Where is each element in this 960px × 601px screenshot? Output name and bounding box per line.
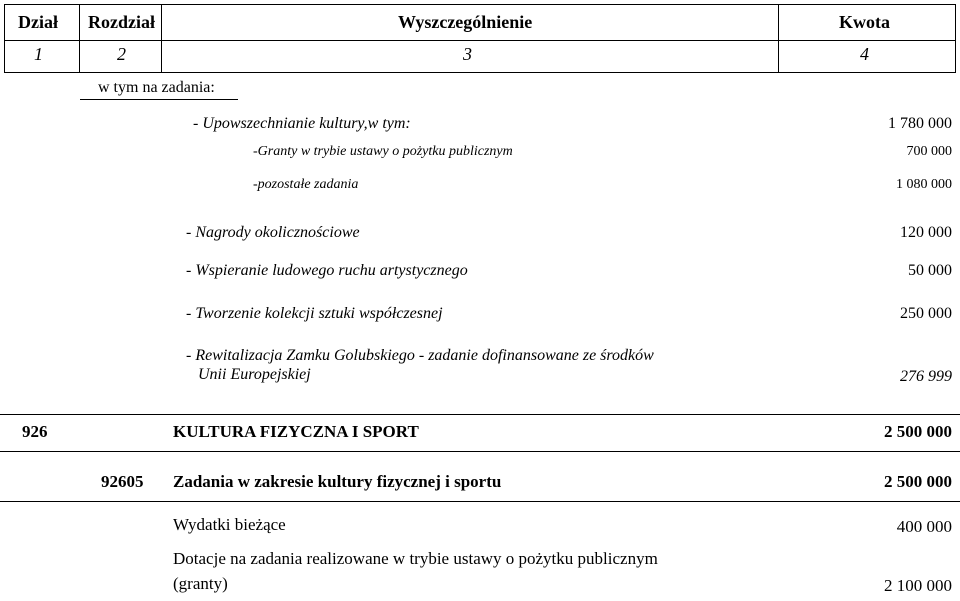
header-divider bbox=[4, 40, 956, 41]
intro-text: w tym na zadania: bbox=[98, 79, 215, 96]
task-label: - Nagrody okolicznościowe bbox=[186, 224, 360, 241]
column-border-kwota bbox=[778, 4, 779, 72]
section-bottom-border bbox=[0, 451, 960, 452]
header-rozdzial: Rozdział bbox=[88, 12, 155, 32]
subsection-rozdzial: 92605 bbox=[101, 472, 144, 491]
task-amount: 120 000 bbox=[900, 224, 952, 241]
task-amount: 1 080 000 bbox=[896, 177, 952, 192]
section-top-border bbox=[0, 414, 960, 415]
header-kwota: Kwota bbox=[839, 12, 890, 32]
task-amount: 276 999 bbox=[900, 368, 952, 385]
task-amount: 250 000 bbox=[900, 305, 952, 322]
intro-underline bbox=[80, 99, 238, 100]
task-label: -Granty w trybie ustawy o pożytku publicznym bbox=[253, 144, 513, 159]
section-dzial: 926 bbox=[22, 422, 48, 441]
column-border-dzial bbox=[79, 4, 80, 72]
subsection-title: Zadania w zakresie kultury fizycznej i sportu bbox=[173, 472, 502, 491]
column-border-left bbox=[4, 4, 5, 72]
column-number-3: 3 bbox=[463, 44, 472, 64]
detail-label: Dotacje na zadania realizowane w trybie ustawy o pożytku publicznym bbox=[173, 549, 658, 568]
task-label: - Rewitalizacja Zamku Golubskiego - zadanie dofinansowane ze środków bbox=[186, 347, 654, 364]
detail-label: Wydatki bieżące bbox=[173, 515, 286, 534]
task-label: -pozostałe zadania bbox=[253, 177, 359, 192]
task-label: - Wspieranie ludowego ruchu artystycznego bbox=[186, 262, 468, 279]
task-amount: 50 000 bbox=[908, 262, 952, 279]
section-title: KULTURA FIZYCZNA I SPORT bbox=[173, 422, 419, 441]
task-amount: 700 000 bbox=[906, 144, 952, 159]
column-number-divider bbox=[4, 72, 956, 73]
task-amount: 1 780 000 bbox=[888, 115, 952, 132]
task-label: - Upowszechnianie kultury,w tym: bbox=[193, 115, 411, 132]
task-label: - Tworzenie kolekcji sztuki współczesnej bbox=[186, 305, 443, 322]
subsection-bottom-border bbox=[0, 501, 960, 502]
header-dzial: Dział bbox=[18, 12, 58, 32]
subsection-amount: 2 500 000 bbox=[884, 472, 952, 491]
column-number-4: 4 bbox=[860, 44, 869, 64]
task-label-continued: Unii Europejskiej bbox=[198, 366, 311, 383]
table-top-border bbox=[4, 4, 956, 5]
detail-label-continued: (granty) bbox=[173, 574, 228, 593]
column-border-right bbox=[955, 4, 956, 72]
column-number-2: 2 bbox=[117, 44, 126, 64]
column-number-1: 1 bbox=[34, 44, 43, 64]
column-border-rozdzial bbox=[161, 4, 162, 72]
detail-amount: 400 000 bbox=[896, 517, 952, 536]
header-wyszczegolnienie: Wyszczególnienie bbox=[398, 12, 533, 32]
detail-amount: 2 100 000 bbox=[884, 576, 952, 595]
section-amount: 2 500 000 bbox=[884, 422, 952, 441]
